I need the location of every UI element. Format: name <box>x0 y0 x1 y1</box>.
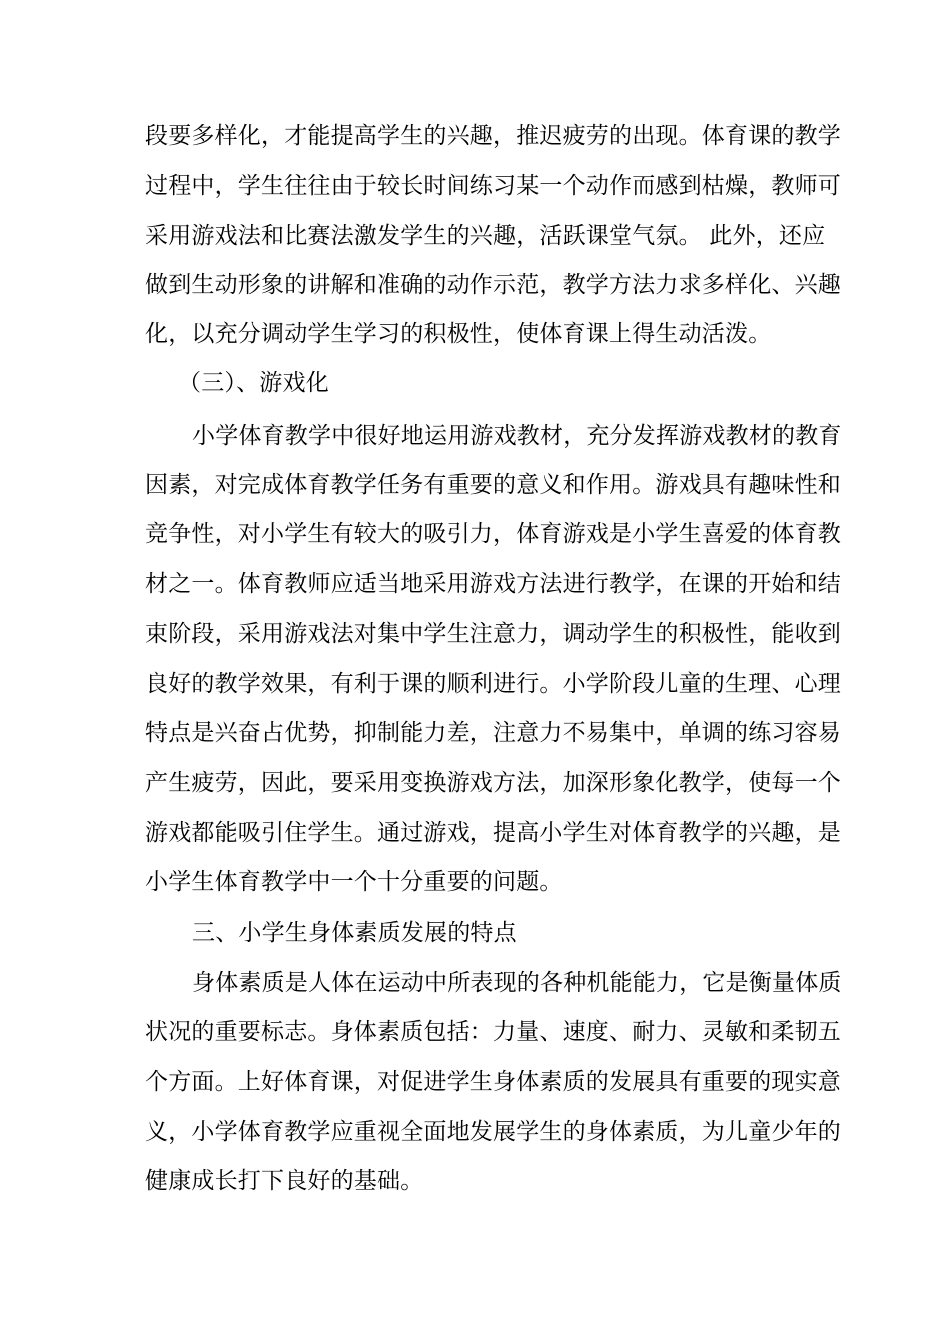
text-line: 竞争性，对小学生有较大的吸引力，体育游戏是小学生喜爱的体育教 <box>145 521 841 547</box>
text-line: 因素，对完成体育教学任务有重要的意义和作用。游戏具有趣味性和 <box>145 472 841 498</box>
text-line: 良好的教学效果，有利于课的顺利进行。小学阶段儿童的生理、心理 <box>145 671 841 697</box>
text-line: 过程中，学生往往由于较长时间练习某一个动作而感到枯燥，教师可 <box>145 173 841 199</box>
text-line: 小学生体育教学中一个十分重要的问题。 <box>145 869 563 895</box>
text-line: 小学体育教学中很好地运用游戏教材，充分发挥游戏教材的教育 <box>192 423 842 449</box>
text-line: 状况的重要标志。身体素质包括：力量、速度、耐力、灵敏和柔韧五 <box>145 1019 841 1045</box>
text-line: 特点是兴奋占优势，抑制能力差，注意力不易集中，单调的练习容易 <box>145 720 841 746</box>
text-line: 健康成长打下良好的基础。 <box>145 1168 424 1194</box>
text-line: 个方面。上好体育课，对促进学生身体素质的发展具有重要的现实意 <box>145 1069 841 1095</box>
text-line: 产生疲劳，因此，要采用变换游戏方法，加深形象化教学，使每一个 <box>145 770 841 796</box>
section-heading: 三、小学生身体素质发展的特点 <box>192 920 517 946</box>
section-heading: （三）、游戏化 <box>178 370 329 396</box>
text-line: 身体素质是人体在运动中所表现的各种机能能力，它是衡量体质 <box>192 970 842 996</box>
text-line: 义，小学体育教学应重视全面地发展学生的身体素质，为儿童少年的 <box>145 1119 841 1145</box>
text-line: 采用游戏法和比赛法激发学生的兴趣，活跃课堂气氛。 此外，还应 <box>145 223 826 249</box>
text-line: 段要多样化，才能提高学生的兴趣，推迟疲劳的出现。体育课的教学 <box>145 123 841 149</box>
text-line: 做到生动形象的讲解和准确的动作示范，教学方法力求多样化、兴趣 <box>145 272 841 298</box>
text-line: 游戏都能吸引住学生。通过游戏，提高小学生对体育教学的兴趣，是 <box>145 820 841 846</box>
text-line: 束阶段，采用游戏法对集中学生注意力，调动学生的积极性，能收到 <box>145 621 841 647</box>
text-line: 材之一。体育教师应适当地采用游戏方法进行教学，在课的开始和结 <box>145 571 841 597</box>
text-line: 化，以充分调动学生学习的积极性，使体育课上得生动活泼。 <box>145 321 772 347</box>
